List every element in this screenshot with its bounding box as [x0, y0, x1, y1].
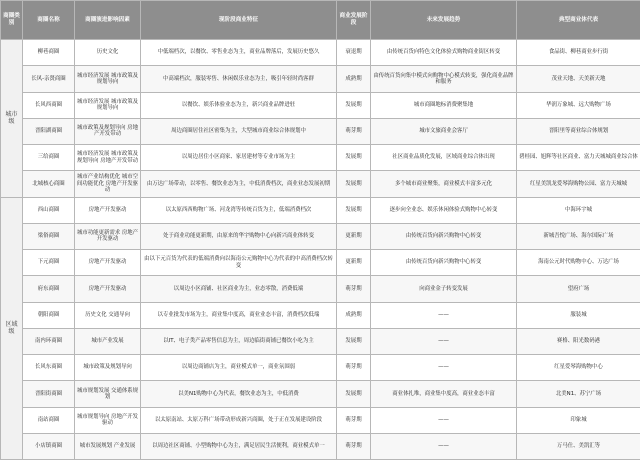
- district-stage: 发展期: [337, 197, 371, 223]
- district-trend: 由传统百货向集中模式向购物中心模式转变，强化商业品牌和服务: [371, 66, 517, 92]
- district-trend: 商业体扎堆，商业集中度高，商业业态丰富: [371, 381, 517, 407]
- district-feature: 以周边居住小区商家、家居建材等专业市场为主: [141, 145, 337, 171]
- district-name: 晋阳湖商圈: [23, 118, 75, 144]
- district-feature: 以周边小区商铺、社区商业为主，业态零散，消费低端: [141, 276, 337, 302]
- district-feature: 由以下元百货为代表的低端消费向以海南公元购物中心为代表的中高消费档次转变: [141, 250, 337, 276]
- district-factor: 城市功能更新需求 房地产开发驱动: [75, 223, 141, 249]
- district-name: 南站商圈: [23, 407, 75, 433]
- district-stage: 萌芽期: [337, 355, 371, 381]
- table-row: [1, 381, 640, 407]
- category-district-level: 区域级: [1, 197, 23, 460]
- district-factor: 房地产开发驱动: [75, 197, 141, 223]
- district-stage: 发展期: [337, 328, 371, 354]
- district-representative: 新城吾悦广场、海尔国际广场: [517, 223, 640, 249]
- table-row: [1, 197, 640, 223]
- district-stage: 发展期: [337, 92, 371, 118]
- header-stage: 商业发展阶段: [337, 1, 371, 40]
- district-representative: 望府广场: [517, 276, 640, 302]
- district-factor: 城市规划发展 交通体系规划: [75, 381, 141, 407]
- district-stage: 更新期: [337, 250, 371, 276]
- district-representative: 印象城: [517, 407, 640, 433]
- table-header-row: [1, 1, 640, 40]
- header-factor: 商圈演进影响因素: [75, 1, 141, 40]
- district-representative: 茂业天地、天美新天地: [517, 66, 640, 92]
- district-name: 长风西商圈: [23, 92, 75, 118]
- district-stage: 发展期: [337, 145, 371, 171]
- district-feature: 以IT、电子类产品零售信息为主，周边临街商铺已餐饮小吃为主: [141, 328, 337, 354]
- district-feature: 以专业批发市场为主，商业集中度高，商业业态丰富，消费档次低端: [141, 302, 337, 328]
- district-representative: 红星美凯龙爱琴海购物公园、富力天城城: [517, 171, 640, 197]
- district-trend: ——: [371, 407, 517, 433]
- district-feature: 以餐饮、娱乐体验业态为主，新兴商业品牌进驻: [141, 92, 337, 118]
- table-row: [1, 433, 640, 459]
- district-factor: 城市经济发展 城市政策及规划导向: [75, 92, 141, 118]
- district-factor: 城市经济发展 城市政策及规划导向 房地产开发带动: [75, 145, 141, 171]
- district-stage: 成熟期: [337, 66, 371, 92]
- district-trend: 逐步向全业态、娱乐休闲体验式购物中心转变: [371, 197, 517, 223]
- table-row: [1, 328, 640, 354]
- district-representative: 红星爱琴海购物中心: [517, 355, 640, 381]
- district-name: 北城核心商圈: [23, 171, 75, 197]
- district-feature: 周边商圈居住社区密集为主，大型城市商业综合体规划中: [141, 118, 337, 144]
- table-row: [1, 223, 640, 249]
- district-factor: 城市产业结构优化 城市空间功能优化 房地产开发驱动: [75, 171, 141, 197]
- district-factor: 历史文化 交通导向: [75, 302, 141, 328]
- district-trend: 由传统百货向特色文化体验式购物商业街区转变: [371, 40, 517, 66]
- header-name: 商圈名称: [23, 1, 75, 40]
- district-trend: 城市商圈地标消费聚集地: [371, 92, 517, 118]
- district-representative: 万马仕、美凯汇等: [517, 433, 640, 459]
- district-name: 长风东商圈: [23, 355, 75, 381]
- district-feature: 处于商业功能更新期，由原来的华宇购物中心向新兴商业体转变: [141, 223, 337, 249]
- district-feature: 以美N1购物中心为代表，餐饮业态为主，中低消费: [141, 381, 337, 407]
- district-representative: 赛格、阳光数码港: [517, 328, 640, 354]
- district-factor: 城市经济发展 城市政策及规划导向: [75, 66, 141, 92]
- header-feature: 现阶段商业特征: [141, 1, 337, 40]
- table-row: [1, 171, 640, 197]
- district-representative: 食品街、柳巷商业步行街: [517, 40, 640, 66]
- district-name: 下元商圈: [23, 250, 75, 276]
- district-name: 柳巷商圈: [23, 40, 75, 66]
- district-representative: 北美N1、苏宁广场: [517, 381, 640, 407]
- district-representative: 中海环宇城: [517, 197, 640, 223]
- district-stage: 萌芽期: [337, 118, 371, 144]
- district-feature: 以太原西西购物广场、河龙湾等传统百货为主，低端消费档次: [141, 197, 337, 223]
- district-stage: 成熟期: [337, 302, 371, 328]
- district-feature: 以周边商铺店为主，商业模式单一，商业氛围弱: [141, 355, 337, 381]
- district-factor: 历史文化: [75, 40, 141, 66]
- district-stage: 发展期: [337, 171, 371, 197]
- table-row: [1, 407, 640, 433]
- table-row: [1, 276, 640, 302]
- header-representative: 典型商业体代表: [517, 1, 640, 40]
- district-stage: 萌芽期: [337, 276, 371, 302]
- district-trend: 由传统百货向新兴购物中心转变: [371, 250, 517, 276]
- table-row: [1, 118, 640, 144]
- table-row: [1, 92, 640, 118]
- district-stage: 衰退期: [337, 40, 371, 66]
- district-stage: 发展期: [337, 381, 371, 407]
- district-name: 梁俗商圈: [23, 223, 75, 249]
- district-representative: 海南公元时代购物中心、万达广场: [517, 250, 640, 276]
- district-stage: 更新期: [337, 223, 371, 249]
- district-trend: 城市文旅商业会客厅: [371, 118, 517, 144]
- table-row: [1, 66, 640, 92]
- district-trend: 由传统百货向新兴购物中心转变: [371, 223, 517, 249]
- district-feature: 中高端档次，服装零售、休闲娱乐业态为主，吸引年轻时尚客群: [141, 66, 337, 92]
- district-feature: 中低端档次，以餐饮、零售业态为主，商业品牌落后，发展历史悠久: [141, 40, 337, 66]
- table-row: [1, 145, 640, 171]
- district-factor: 城市规划导向 房地产开发驱动: [75, 407, 141, 433]
- district-factor: 房地产开发驱动: [75, 250, 141, 276]
- district-factor: 城市政策及规划导向: [75, 355, 141, 381]
- district-trend: ——: [371, 433, 517, 459]
- district-representative: 服装城: [517, 302, 640, 328]
- district-stage: 萌芽期: [337, 407, 371, 433]
- district-trend: 社区商业品质化发展，区域商业综合体出现: [371, 145, 517, 171]
- district-representative: 碧桂园、旭辉等社区商业、富力天城城商业综合体: [517, 145, 640, 171]
- table-row: [1, 250, 640, 276]
- category-city-level: 城市级: [1, 40, 23, 198]
- district-feature: 由万达广场带动，以零售、餐饮业态为主，中低消费档次，商业业态发展初期: [141, 171, 337, 197]
- district-name: 小店镇商圈: [23, 433, 75, 459]
- header-category: 商圈类别: [1, 1, 23, 40]
- district-representative: 晋阳里等商业综合体规划: [517, 118, 640, 144]
- district-representative: 华润万象城、远大购物广场: [517, 92, 640, 118]
- district-trend: ——: [371, 328, 517, 354]
- header-trend: 未来发展趋势: [371, 1, 517, 40]
- district-trend: 向商业金子转变发展: [371, 276, 517, 302]
- district-factor: 房地产开发驱动: [75, 276, 141, 302]
- district-name: 晋阳街商圈: [23, 381, 75, 407]
- district-trend: ——: [371, 302, 517, 328]
- district-name: 朝阳商圈: [23, 302, 75, 328]
- district-feature: 以周边社区商铺、小型购物中心为主，满足居民生活便利，商业模式单一: [141, 433, 337, 459]
- district-factor: 城市政策及规划导向 房地产开发带动: [75, 118, 141, 144]
- district-trend: ——: [371, 355, 517, 381]
- table-row: [1, 302, 640, 328]
- district-factor: 城市产业发展: [75, 328, 141, 354]
- district-name: 长风-亲贤商圈: [23, 66, 75, 92]
- district-name: 西山商圈: [23, 197, 75, 223]
- district-stage: 萌芽期: [337, 433, 371, 459]
- table-row: [1, 40, 640, 66]
- district-name: 南内环商圈: [23, 328, 75, 354]
- district-feature: 以太原南站、太原万科广场带动形成新兴商圈，处于正在发展建设阶段: [141, 407, 337, 433]
- table-row: [1, 355, 640, 381]
- district-name: 三给商圈: [23, 145, 75, 171]
- district-trend: 多个城市商业聚集，商业模式丰富多元化: [371, 171, 517, 197]
- district-factor: 城市发展规划 产业发展: [75, 433, 141, 459]
- district-name: 府东商圈: [23, 276, 75, 302]
